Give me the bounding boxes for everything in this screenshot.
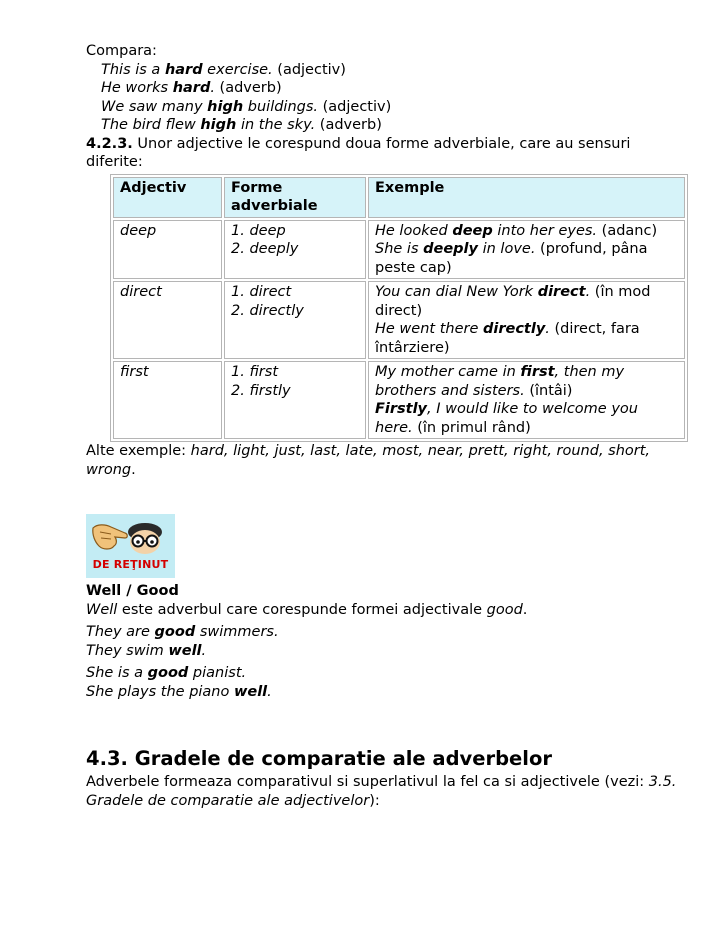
cell-forms: 1. first 2. firstly bbox=[224, 361, 366, 439]
table-row bbox=[113, 281, 685, 359]
header-exemple: Exemple bbox=[368, 177, 685, 218]
section-4-3-text: Adverbele formeaza comparativul si superlativul la fel ca si adjectivele (vezi: 3.5. Gradele de comparatie ale adjectivelor): bbox=[86, 774, 677, 809]
table-row bbox=[113, 361, 685, 439]
table-header-row bbox=[113, 177, 685, 218]
header-forme-adverbiale: Forme adverbiale bbox=[224, 177, 366, 218]
well-good-definition: Well este adverbul care corespunde formei adjectivale good. bbox=[86, 601, 528, 618]
compare-example-4: The bird flew high in the sky. (adverb) bbox=[101, 117, 382, 133]
adverb-forms-table bbox=[110, 174, 688, 443]
cell-adjective: deep bbox=[113, 220, 222, 280]
cell-examples: You can dial New York direct. (în mod direct) He went there directly. (direct, fara întârziere) bbox=[368, 281, 685, 359]
example-plays-well: She plays the piano well. bbox=[86, 683, 272, 700]
cell-adjective: first bbox=[113, 361, 222, 439]
well-good-title: Well / Good bbox=[86, 583, 179, 599]
cell-examples: My mother came in first, then my brothers and sisters. (întâi) Firstly, I would like to welcome you here. (în primul rând) bbox=[368, 361, 685, 439]
compare-example-3: We saw many high buildings. (adjectiv) bbox=[101, 98, 392, 115]
de-retinut-badge bbox=[86, 514, 175, 578]
section-4-3-heading: 4.3. Gradele de comparatie ale adverbelor bbox=[86, 747, 552, 770]
header-adjectiv: Adjectiv bbox=[113, 177, 222, 218]
example-swim-well: They swim well. bbox=[86, 642, 207, 659]
compare-example-2: He works hard. (adverb) bbox=[101, 80, 282, 96]
table-row bbox=[113, 220, 685, 280]
document-page bbox=[86, 42, 686, 810]
cell-forms: 1. direct 2. directly bbox=[224, 281, 366, 359]
compare-example-1: This is a hard exercise. (adjectiv) bbox=[101, 61, 346, 78]
compare-intro: Compara: bbox=[86, 43, 157, 59]
glasses-face-icon bbox=[124, 522, 164, 556]
example-good-swimmers: They are good swimmers. bbox=[86, 624, 279, 640]
badge-label: DE REŢINUT bbox=[92, 557, 169, 571]
cell-examples: He looked deep into her eyes. (adanc) She is deeply in love. (profund, pâna peste cap) bbox=[368, 220, 685, 280]
cell-adjective: direct bbox=[113, 281, 222, 359]
other-examples: Alte exemple: hard, light, just, last, late, most, near, prett, right, round, short, wrong. bbox=[86, 443, 651, 478]
cell-forms: 1. deep 2. deeply bbox=[224, 220, 366, 280]
section-number: 4.2.3. bbox=[86, 135, 133, 152]
section-4-2-3: 4.2.3. Unor adjective le corespund doua forme adverbiale, care au sensuri diferite: bbox=[86, 135, 631, 170]
example-good-pianist: She is a good pianist. bbox=[86, 665, 247, 681]
